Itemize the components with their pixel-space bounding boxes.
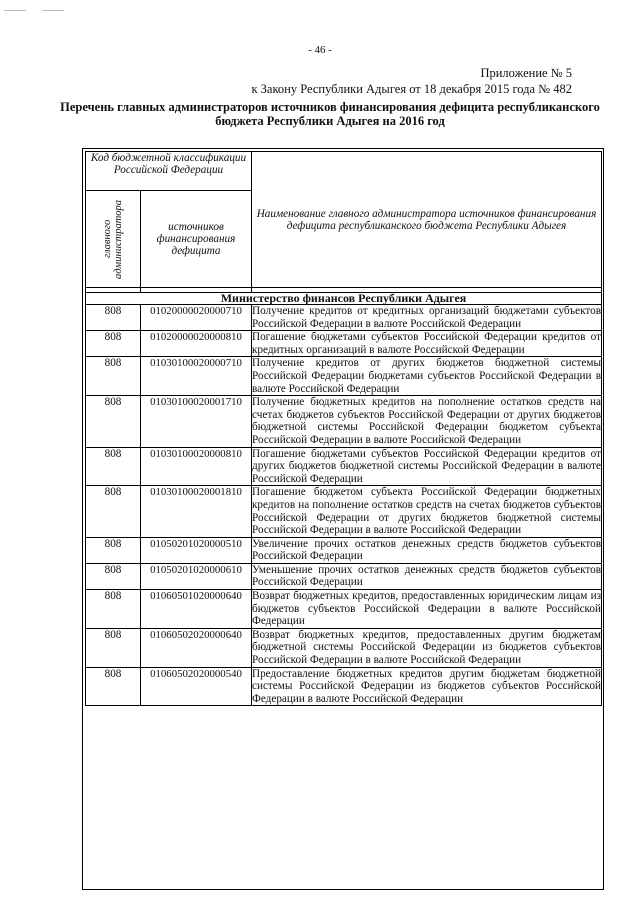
table-row: [86, 305, 602, 331]
table-row: [86, 590, 602, 629]
source-name-cell: Возврат бюджетных кредитов, предоставленных другим бюджетам бюджетной системы Российской Федерации из бюджетов субъектов Российской Федерации в валюте Российской Федерации: [252, 628, 601, 667]
annex-label: Приложение № 5: [480, 66, 572, 80]
source-name-cell: Уменьшение прочих остатков денежных средств бюджетов субъектов Российской Федерации: [252, 563, 601, 589]
table-row: [86, 396, 602, 447]
document-title: Перечень главных администраторов источников финансирования дефицита республиканского бюджета Республики Адыгея на 2016 год: [60, 100, 600, 128]
source-code-cell: 01030100020001710: [141, 396, 252, 447]
admin-code-cell: 808: [86, 357, 141, 396]
source-name-cell: Получение кредитов от других бюджетов бюджетной системы Российской Федерации бюджетами субъектов Российской Федерации в валюте Российской Федерации: [252, 357, 601, 395]
page-number: - 46 -: [308, 44, 332, 56]
admin-code-cell: 808: [86, 590, 141, 629]
table-row: [86, 537, 602, 563]
admin-code-cell: 808: [86, 537, 141, 563]
source-code-cell: 01060502020000640: [141, 628, 252, 667]
source-name-cell: Погашение бюджетами субъектов Российской Федерации кредитов от кредитных организаций в валюте Российской Федерации: [252, 331, 601, 356]
table-row: [86, 447, 602, 486]
header-financing-sources: источников финансирования дефицита: [141, 191, 252, 288]
source-code-cell: 01030100020000810: [141, 447, 252, 486]
source-name-cell: Предоставление бюджетных кредитов другим бюджетам бюджетной системы Российской Федерации из бюджетов субъектов Российской Федерации в валюте Российской Федерации: [252, 667, 601, 705]
admin-code-cell: 808: [86, 486, 141, 537]
table-row: [86, 486, 602, 537]
header-administrator-name: Наименование главного администратора источников финансирования дефицита республиканского бюджета Республики Адыгея: [252, 152, 602, 288]
header-budget-code: Код бюджетной классификации Российской Федерации: [86, 152, 252, 191]
source-name-cell: Увеличение прочих остатков денежных средств бюджетов субъектов Российской Федерации: [252, 537, 601, 563]
source-code-cell: 01060501020000640: [141, 590, 252, 629]
source-code-cell: 01030100020000710: [141, 357, 252, 396]
admin-code-cell: 808: [86, 396, 141, 447]
source-name-cell: Получение бюджетных кредитов на пополнение остатков средств на счетах бюджетов субъектов Российской Федерации от других бюджетов бюджетной системы Российской Федерации бюджетом субъекта Российской Федерации в валюте Российской Федерации: [252, 396, 601, 446]
source-code-cell: 01030100020001810: [141, 486, 252, 537]
source-code-cell: 01050201020000510: [141, 537, 252, 563]
administrators-table: [85, 151, 602, 706]
source-name-cell: Возврат бюджетных кредитов, предоставленных юридическим лицам из бюджетов субъектов Российской Федерации в валюте Российской Федерации: [252, 590, 601, 628]
header-main-administrator: [86, 191, 141, 288]
source-code-cell: 01060502020000540: [141, 667, 252, 706]
annex-law-reference: к Закону Республики Адыгея от 18 декабря 2015 года № 482: [251, 82, 572, 96]
admin-code-cell: 808: [86, 305, 141, 331]
scan-mark-right: [42, 10, 64, 11]
table-body: [86, 293, 602, 706]
ministry-row: [86, 293, 602, 305]
scan-mark-left: [4, 10, 26, 11]
admin-code-cell: 808: [86, 447, 141, 486]
source-code-cell: 01020000020000710: [141, 305, 252, 331]
table-row: [86, 563, 602, 589]
header-main-administrator-text: главного администратора: [102, 199, 124, 279]
ministry-name: Министерство финансов Республики Адыгея: [86, 293, 602, 305]
admin-code-cell: 808: [86, 628, 141, 667]
table-row: [86, 667, 602, 706]
table-row: [86, 628, 602, 667]
source-name-cell: Погашение бюджетом субъекта Российской Федерации бюджетных кредитов на пополнение остатков средств на счетах бюджетов субъектов Российской Федерации от других бюджетов бюджетной системы Российской Федерации в валюте Российской Федерации: [252, 486, 601, 537]
admin-code-cell: 808: [86, 331, 141, 357]
source-name-cell: Получение кредитов от кредитных организаций бюджетами субъектов Российской Федерации в валюте Российской Федерации: [252, 305, 601, 330]
table-row: [86, 331, 602, 357]
source-code-cell: 01050201020000610: [141, 563, 252, 589]
source-code-cell: 01020000020000810: [141, 331, 252, 357]
admin-code-cell: 808: [86, 563, 141, 589]
admin-code-cell: 808: [86, 667, 141, 706]
table-row: [86, 357, 602, 396]
source-name-cell: Погашение бюджетами субъектов Российской Федерации кредитов от других бюджетов бюджетной системы Российской Федерации в валюте Российской Федерации: [252, 447, 601, 485]
